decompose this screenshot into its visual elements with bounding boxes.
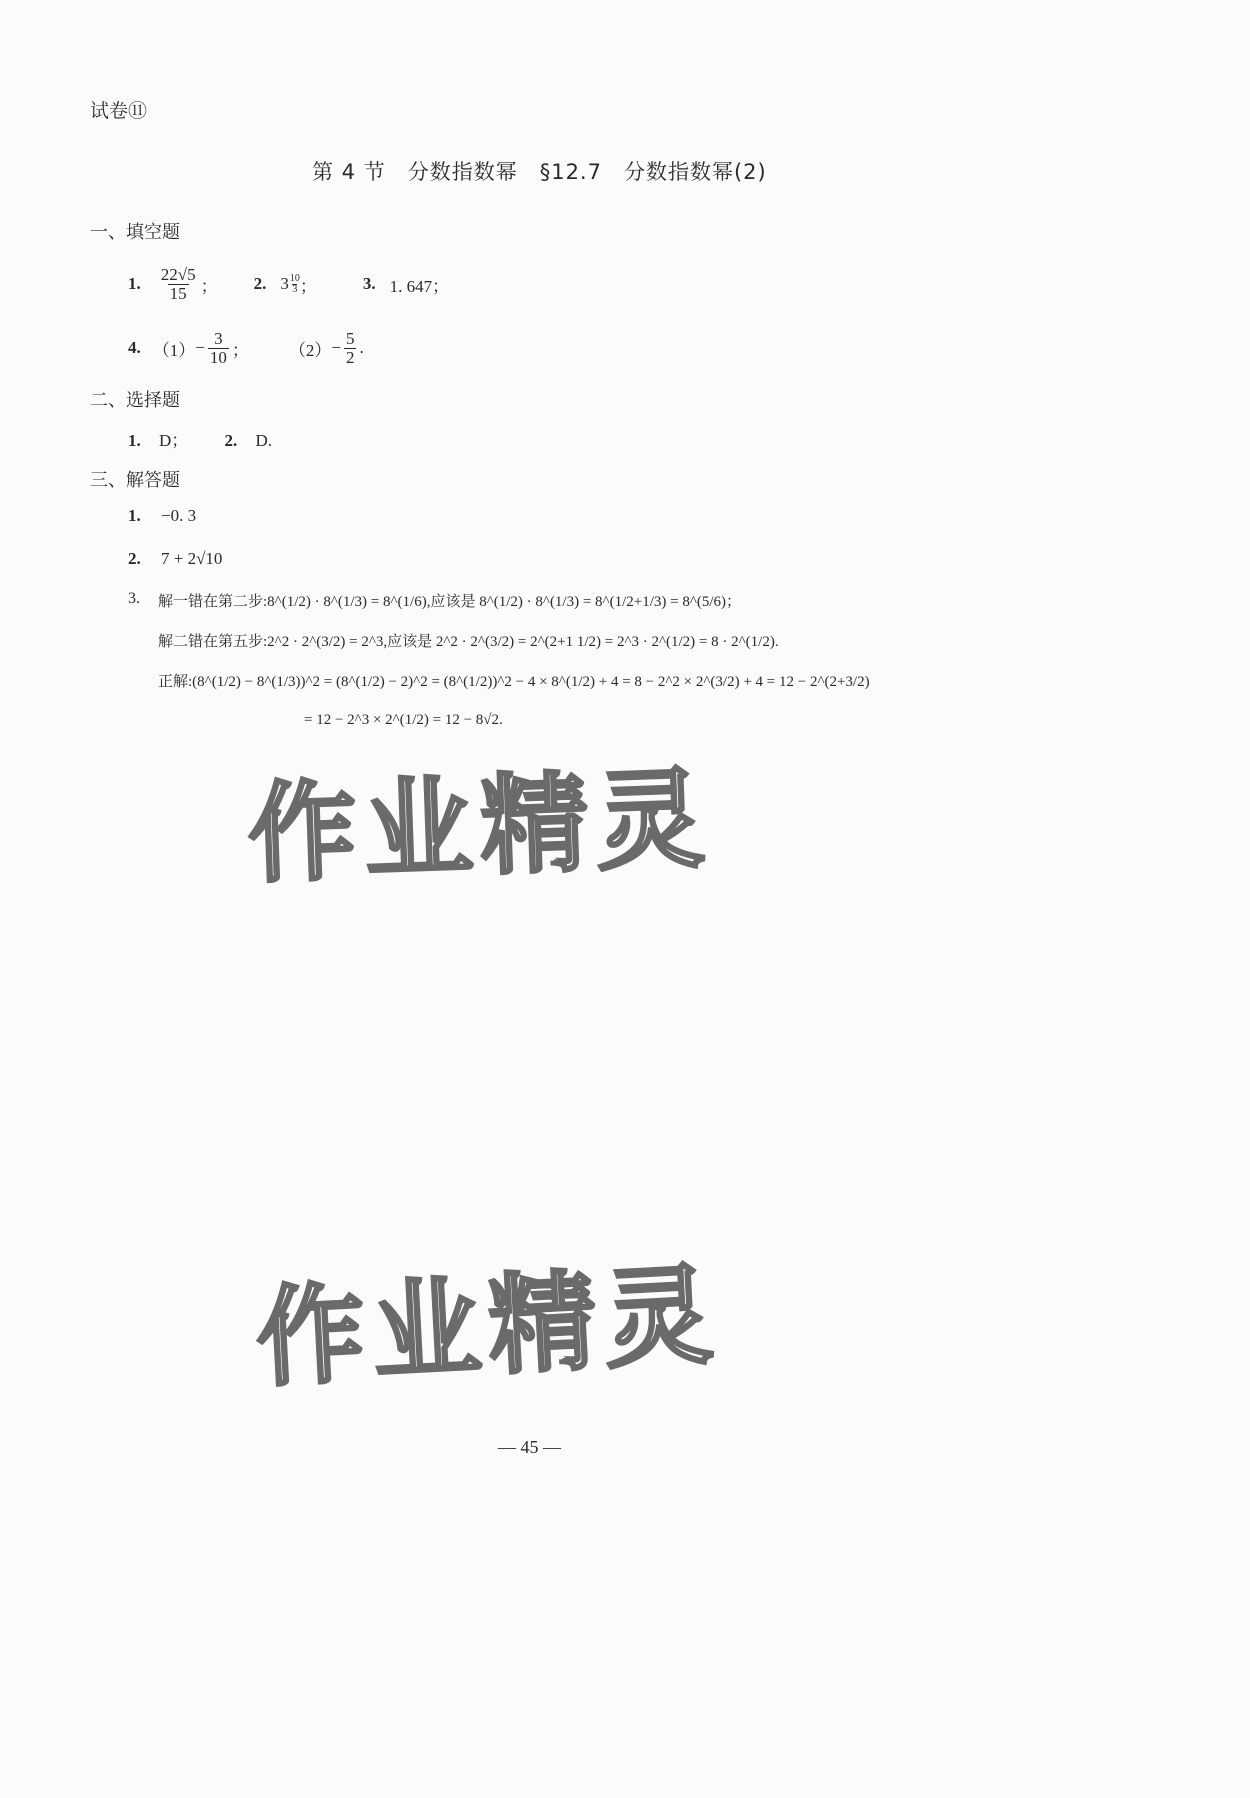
fill-q4-part2-sign: −	[331, 338, 341, 357]
fill-q2-tail: ；	[299, 276, 317, 296]
fill-q2-number: 2.	[253, 274, 267, 293]
fill-q4-part1-tail: ；	[231, 340, 249, 360]
solve-q3-number: 3.	[128, 590, 140, 607]
fill-q4-part1-sign: −	[195, 338, 205, 357]
solve-q2-value: 7 + 2√10	[161, 549, 223, 568]
fill-answer-row-1	[128, 260, 449, 308]
fill-q1-tail: ；	[200, 276, 218, 296]
choice-q2-value: D.	[255, 431, 273, 450]
solve-q2-number: 2.	[128, 549, 141, 568]
fill-q4-number: 4.	[128, 338, 141, 357]
fill-answer-row-2	[128, 324, 364, 372]
solve-q3-line-4: = 12 − 2^3 × 2^(1/2) = 12 − 8√2.	[304, 712, 503, 728]
fill-q2-base: 3	[280, 274, 289, 293]
choice-answer-row	[128, 426, 272, 451]
fill-q4-part2-denominator: 2	[345, 347, 355, 367]
fill-q4-part2-fraction	[344, 330, 357, 367]
fill-q4-part2-label: （2）	[288, 340, 332, 360]
fill-q3-number: 3.	[362, 274, 376, 293]
fill-q1-numerator: 22√5	[160, 264, 196, 284]
fill-q4-part1-denominator: 10	[209, 347, 227, 367]
solve-q1-value: −0. 3	[161, 506, 197, 525]
fill-q4-part2-tail: .	[359, 338, 364, 357]
fill-q1-number: 1.	[128, 274, 141, 293]
solve-q3-line-1: 解一错在第二步:8^(1/2) · 8^(1/3) = 8^(1/6),应该是 8^(1/2) · 8^(1/3) = 8^(1/2+1/3) = 8^(5/6)；	[158, 594, 742, 610]
fill-q4-part1-numerator: 3	[214, 328, 223, 348]
solve-q3-line-2: 解二错在第五步:2^2 · 2^(3/2) = 2^3,应该是 2^2 · 2^(3/2) = 2^(2+1 1/2) = 2^3 · 2^(1/2) = 8 · 2^(1/2).	[158, 634, 779, 650]
solve-q3-line-3: 正解:(8^(1/2) − 8^(1/3))^2 = (8^(1/2) − 2)^2 = (8^(1/2))^2 − 4 × 8^(1/2) + 4 = 8 − 2^2 × 2^(3/2) + 4 = 12 − 2^(2+3/2)	[158, 674, 870, 690]
page-title: 第 4 节 分数指数幂 §12.7 分数指数幂(2)	[312, 160, 767, 184]
watermark-lower: 作业精灵	[253, 1252, 724, 1403]
fill-q2-exp-denominator: 3	[292, 283, 298, 295]
paper-label: 试卷⑪	[90, 100, 148, 122]
choice-q2-number: 2.	[224, 431, 238, 450]
fill-q2-exp-numerator: 10	[289, 272, 300, 284]
solve-q1-row	[128, 506, 196, 526]
solve-q2-row	[128, 549, 222, 569]
fill-q1-fraction	[159, 266, 198, 303]
fill-q4-part2-numerator: 5	[345, 328, 355, 348]
solve-q1-number: 1.	[128, 506, 141, 525]
choice-q1-value: D；	[159, 431, 189, 450]
fill-q4-part1-fraction	[208, 330, 229, 367]
fill-q2-exponent	[290, 274, 300, 295]
page-number: — 45 —	[498, 1437, 561, 1457]
choice-q1-number: 1.	[128, 431, 141, 450]
section-heading-choice: 二、选择题	[90, 390, 180, 411]
section-heading-solve: 三、解答题	[90, 470, 180, 491]
fill-q4-part1-label: （1）	[152, 340, 196, 360]
fill-q1-denominator: 15	[169, 283, 187, 303]
watermark-upper: 作业精灵	[246, 756, 715, 899]
section-heading-fill: 一、填空题	[90, 222, 180, 243]
fill-q3-value: 1. 647；	[389, 276, 450, 296]
